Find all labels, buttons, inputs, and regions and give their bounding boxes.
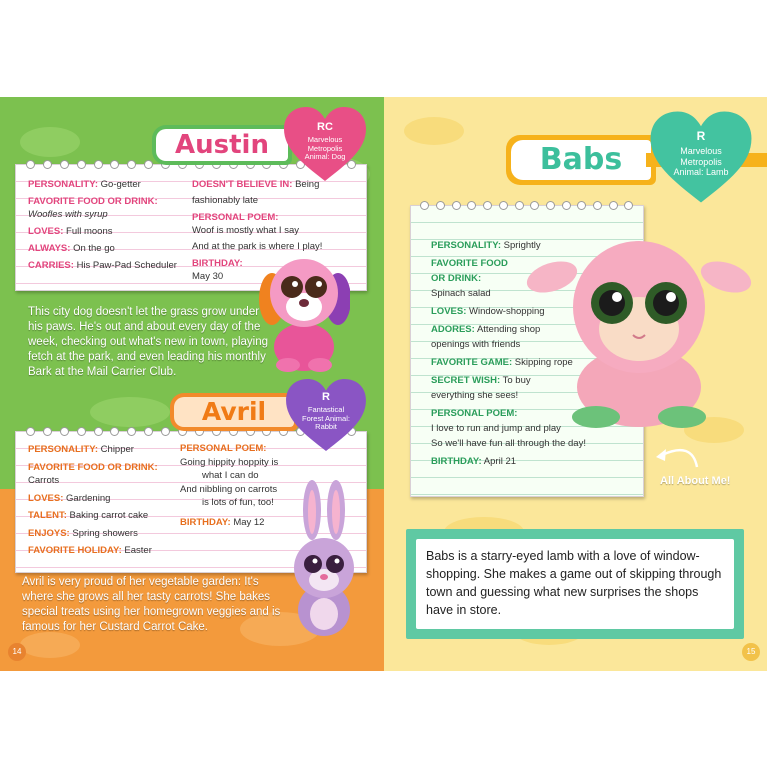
label-birthday: BIRTHDAY: xyxy=(431,456,482,467)
value-loves: Full moons xyxy=(66,226,113,237)
babs-description-box xyxy=(406,529,744,639)
value-favorite-holiday: Easter xyxy=(124,545,152,556)
value-birthday: May 30 xyxy=(192,271,224,282)
poem-line-2: So we'll have fun all through the day! xyxy=(431,438,586,449)
label-doesnt-believe: DOESN'T BELIEVE IN: xyxy=(192,179,293,190)
value-secret-wish-1: To buy xyxy=(502,375,531,386)
austin-rarity-badge: RC xyxy=(317,121,333,133)
page-number-left: 14 xyxy=(8,643,26,661)
austin-name-tab xyxy=(152,125,292,165)
label-personality: PERSONALITY: xyxy=(431,240,502,251)
label-birthday: BIRTHDAY: xyxy=(180,516,231,528)
label-personal-poem: PERSONAL POEM: xyxy=(180,443,267,454)
avril-name: Avril xyxy=(201,397,267,426)
value-talent: Baking carrot cake xyxy=(69,510,149,521)
avril-plush-image xyxy=(288,480,360,640)
value-adores-2: openings with friends xyxy=(431,339,521,350)
poem-line-2: And at the park is where I play! xyxy=(192,241,323,252)
value-favorite-food: Carrots xyxy=(28,475,60,486)
label-favorite-game: FAVORITE GAME: xyxy=(431,357,513,368)
value-favorite-game: Skipping rope xyxy=(514,357,573,368)
value-birthday: May 12 xyxy=(233,516,265,528)
babs-heart-text: Marvelous Metropolis Animal: Lamb xyxy=(673,146,729,177)
label-always: ALWAYS: xyxy=(28,243,71,254)
right-page xyxy=(384,97,767,671)
value-favorite-food: Woofles with syrup xyxy=(28,209,108,220)
all-about-me-label: All About Me! xyxy=(660,475,731,487)
label-personal-poem: PERSONAL POEM: xyxy=(192,212,279,223)
poem-line-4: is lots of fun, too! xyxy=(202,497,274,508)
poem-line-3: And nibbling on carrots xyxy=(180,483,278,495)
label-loves: LOVES: xyxy=(28,226,64,237)
austin-name: Austin xyxy=(175,130,269,160)
page-number-right: 15 xyxy=(742,643,760,661)
austin-paragraph: This city dog doesn't let the grass grow under his paws. He's out and about every day of the week, checking out what's new in town, playing fetch at the park, and even leading his monthly Bark at the Mail Carrier Club. xyxy=(28,306,268,378)
label-carries: CARRIES: xyxy=(28,260,74,271)
poem-line-1: I love to run and jump and play xyxy=(431,423,561,434)
avril-name-tab xyxy=(170,393,298,431)
label-personality: PERSONALITY: xyxy=(28,444,99,455)
value-birthday: April 21 xyxy=(483,456,517,467)
value-secret-wish-2: everything she sees! xyxy=(431,390,519,401)
babs-description: Babs is a starry-eyed lamb with a love of window-shopping. She makes a game out of skipping through town and guessing what new surprises the shops have in store. xyxy=(426,549,722,617)
austin-plush-image xyxy=(258,249,350,373)
babs-heart-badge xyxy=(648,109,754,205)
label-talent: TALENT: xyxy=(28,510,67,521)
austin-heart-text: Marvelous Metropolis Animal: Dog xyxy=(304,135,346,161)
label-personality: PERSONALITY: xyxy=(28,179,99,190)
avril-rarity-badge: R xyxy=(322,391,330,403)
label-personal-poem: PERSONAL POEM: xyxy=(431,408,518,419)
label-secret-wish: SECRET WISH: xyxy=(431,375,501,386)
avril-paragraph: Avril is very proud of her vegetable garden: It's where she grows all her tasty carrots! She bakes special treats using her homegrown veggies and is famous for her Custard Carrot Cake. xyxy=(22,576,281,633)
avril-heart-badge xyxy=(284,377,368,453)
babs-name: Babs xyxy=(539,142,623,177)
book-spread xyxy=(0,97,767,671)
label-birthday: BIRTHDAY: xyxy=(192,258,243,269)
value-always: On the go xyxy=(73,243,115,254)
label-loves: LOVES: xyxy=(431,306,467,317)
value-personality: Chipper xyxy=(100,444,134,455)
babs-rarity-badge: R xyxy=(696,129,706,143)
label-favorite-holiday: FAVORITE HOLIDAY: xyxy=(28,545,122,556)
avril-heart-text: Fantastical Forest Animal: Rabbit xyxy=(302,405,350,431)
value-enjoys: Spring showers xyxy=(72,527,138,539)
label-enjoys: ENJOYS: xyxy=(28,527,70,539)
label-favorite-food: FAVORITE FOOD OR DRINK: xyxy=(28,461,158,473)
babs-name-tab xyxy=(506,135,656,185)
value-carries: His Paw-Pad Scheduler xyxy=(76,260,177,271)
value-favorite-food: Spinach salad xyxy=(431,288,491,299)
label-favorite-food: FAVORITE FOOD OR DRINK: xyxy=(28,196,158,207)
label-favorite-food-1: FAVORITE FOOD xyxy=(431,258,508,269)
label-loves: LOVES: xyxy=(28,492,64,504)
babs-plush-image xyxy=(524,237,754,432)
label-adores: ADORES: xyxy=(431,324,475,335)
label-favorite-food-2: OR DRINK: xyxy=(431,273,482,284)
value-personality: Go-getter xyxy=(100,179,141,190)
value-loves: Window-shopping xyxy=(469,306,545,317)
austin-heart-badge xyxy=(282,105,368,183)
all-about-me-arrow-icon xyxy=(652,433,702,473)
poem-line-1: Going hippity hoppity is xyxy=(180,456,279,468)
left-page xyxy=(0,97,384,671)
value-loves: Gardening xyxy=(66,492,111,504)
poem-line-2: what I can do xyxy=(202,470,259,481)
poem-line-1: Woof is mostly what I say xyxy=(192,225,299,236)
value-personality: Sprightly xyxy=(503,240,541,251)
value-doesnt-believe: Being fashionably late xyxy=(192,179,320,206)
value-adores-1: Attending shop xyxy=(476,324,541,335)
